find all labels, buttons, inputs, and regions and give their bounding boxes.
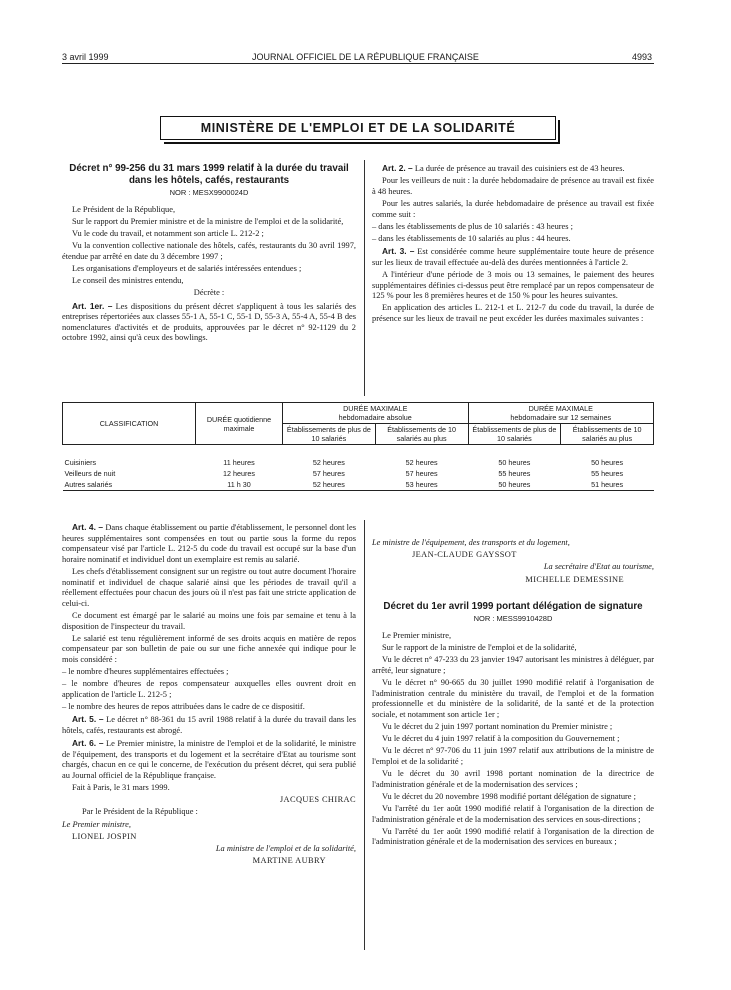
decree-1-art3 — [372, 246, 654, 268]
decree-1-p5: Les organisations d'employeurs et de salariés intéressées entendues ; — [72, 263, 302, 273]
row-12-1: 55 heures — [498, 469, 531, 478]
th-sub-3: Établissements de plus de 10 salariés — [468, 424, 561, 445]
decree-1-p1: Le Président de la République, — [72, 204, 176, 214]
decree-2-p8: Vu le décret du 30 avril 1998 portant nomination de la directrice de l'administration générale et de la modernisation des services ; — [372, 769, 654, 789]
min-emploi-name: MARTINE AUBRY — [252, 856, 326, 866]
row-duree: 11 heures — [223, 458, 255, 467]
decree-2-p6: Vu le décret du 4 juin 1997 relatif à la composition du Gouvernement ; — [382, 734, 620, 744]
row-duree: 11 h 30 — [227, 480, 251, 489]
column-divider-top — [364, 160, 365, 396]
row-abs-2: 52 heures — [405, 458, 438, 467]
th-sub-2: Établissements de 10 salariés au plus — [375, 424, 468, 445]
decree-1-art2-bullet-1: – dans les établissements de plus de 10 salariés : 43 heures ; — [372, 221, 573, 231]
decree-1-decrete: Décrète : — [193, 288, 225, 298]
th-max-12 — [468, 403, 654, 424]
row-12-2: 51 heures — [591, 480, 624, 489]
th-sub-1: Établissements de plus de 10 salariés — [283, 424, 376, 445]
art2-label: Art. 2. – — [382, 163, 413, 173]
header-date: 3 avril 1999 — [62, 52, 109, 62]
decree-1-art2-p3: Pour les autres salariés, la durée hebdomadaire de présence au travail est fixée comme suit : — [372, 198, 654, 219]
row-label: Veilleurs de nuit — [64, 469, 116, 478]
decree-1-art4-p3: Ce document est émargé par le salarié au moins une fois par semaine et tenu à la disposition de l'inspecteur du travail. — [62, 610, 356, 631]
decree-1-art4-bullet-2: – le nombre d'heures de repos compensateur auxquelles elles ouvrent droit en application de l'article L. 212-5 ; — [62, 679, 356, 699]
header-journal: JOURNAL OFFICIEL DE LA RÉPUBLIQUE FRANÇAISE — [252, 52, 479, 62]
decree-1-nor: NOR : MESX9900024D — [169, 188, 249, 197]
column-divider-bottom — [364, 520, 365, 950]
min-equip-name: JEAN-CLAUDE GAYSSOT — [412, 550, 517, 560]
row-12-2: 50 heures — [591, 458, 624, 467]
art3-label: Art. 3. – — [382, 246, 415, 257]
row-abs-1: 52 heures — [312, 458, 345, 467]
min-emploi-title: La ministre de l'emploi et de la solidarité, — [215, 843, 356, 853]
decree-2-p11: Vu l'arrêté du 1er août 1990 modifié relatif à l'organisation de la direction de l'administration générale et de la modernisation des services en bureaux ; — [372, 826, 654, 847]
row-abs-2: 57 heures — [405, 469, 438, 478]
pm-name: LIONEL JOSPIN — [72, 831, 137, 841]
decree-2-p10: Vu l'arrêté du 1er août 1990 modifié relatif à l'organisation de la direction de l'administration générale et de la modernisation des services en sous-directions ; — [372, 804, 654, 824]
decree-1-p6: Le conseil des ministres entendu, — [72, 276, 184, 286]
row-12-1: 50 heures — [498, 480, 531, 489]
decree-1-left-bottom — [62, 522, 356, 868]
header-rule — [62, 63, 654, 64]
decree-1-done: Fait à Paris, le 31 mars 1999. — [72, 783, 170, 792]
decree-2-p9: Vu le décret du 20 novembre 1998 modifié portant délégation de signature ; — [382, 791, 636, 801]
decree-1-art6 — [62, 738, 356, 781]
decree-1-p2: Sur le rapport du Premier ministre et de la ministre de l'emploi et de la solidarité, — [72, 216, 344, 226]
art5-label: Art. 5. – — [72, 714, 104, 725]
decree-1-art3-p2: A l'intérieur d'une période de 3 mois ou 13 semaines, le paiement des heures supplémentaires définies ci-dessus peut être remplacé par un repos compensateur de 125 % pour les 8 premières heures et de 150 % pour les heures suivantes. — [372, 269, 654, 301]
art4-label: Art. 4. – — [72, 522, 104, 532]
th-sub-4: Établissements de 10 salariés au plus — [561, 424, 654, 445]
decree-1-art3-p3: En application des articles L. 212-1 et L. 212-7 du code du travail, la durée de présence sur les lieux de travail ne peut excéder les durées maximales suivantes : — [372, 303, 654, 323]
decree-1-art4 — [62, 522, 356, 565]
decree-2-p1: Le Premier ministre, — [382, 630, 452, 640]
decree-2-p2: Sur le rapport de la ministre de l'emploi et de la solidarité, — [382, 643, 577, 653]
decree-1-left-top — [62, 163, 356, 345]
art6-text: Le Premier ministre, la ministre de l'emploi et de la solidarité, le ministre de l'équipement, des transports et du logement et la secrétaire d'Etat au tourisme sont chargés, chacun en ce qui le concerne, de l'exécution du présent décret, qui sera publié au Journal officiel de la République française. — [62, 739, 356, 780]
art2-text: La durée de présence au travail des cuisiniers est de 43 heures. — [412, 164, 625, 173]
th-max-12-sub: hebdomadaire sur 12 semaines — [510, 413, 612, 422]
signature-president: JACQUES CHIRAC — [279, 795, 356, 805]
decree-1-art4-bullet-3: – le nombre des heures de repos attribuées dans le cadre de ce dispositif. — [62, 702, 305, 712]
art1-text: Les dispositions du présent décret s'appliquent à tous les salariés des entreprises répertoriées aux classes 55-1 A, 55-1 C, 55-1 D, 55-3 A, 55-4 A, 55-4 B des nomenclatures d'activités et de produits, approuvées par le décret n° 92-1129 du 2 octobre 1992, ainsi qu'à ceux des bowlings. — [62, 301, 356, 343]
table-row — [63, 479, 654, 491]
row-label: Autres salariés — [64, 480, 113, 489]
th-classification: CLASSIFICATION — [63, 403, 196, 445]
row-abs-1: 57 heures — [312, 469, 345, 478]
table-row — [63, 457, 654, 468]
decree-1-title: Décret n° 99-256 du 31 mars 1999 relatif à la durée du travail dans les hôtels, cafés, restaurants — [69, 163, 349, 186]
row-abs-2: 53 heures — [405, 480, 438, 489]
th-max-12-title: DURÉE MAXIMALE — [528, 404, 593, 413]
pm-title: Le Premier ministre, — [62, 819, 131, 829]
th-max-absolue — [283, 403, 469, 424]
decree-2-right-bottom — [372, 538, 654, 850]
decree-1-p4: Vu la convention collective nationale des hôtels, cafés, restaurants du 30 avril 1997, étendue par arrêté en date du 3 décembre 1997 ; — [62, 241, 356, 261]
table-row — [63, 468, 654, 479]
row-label: Cuisiniers — [64, 458, 97, 467]
decree-2-nor: NOR : MESS9910428D — [473, 614, 553, 624]
art4-text: Dans chaque établissement ou partie d'établissement, le personnel dont les heures supplémentaires sont compensées en tout ou partie sous la forme du repos compensateur visé par l'article L. 212-5 du code du travail est occupé sur la base d'un horaire nominatif et individuel dont un exemplaire est remis au salarié. — [62, 523, 356, 564]
sec-tourisme-title: La secrétaire d'Etat au tourisme, — [543, 562, 654, 572]
decree-1-art4-p4: Le salarié est tenu régulièrement informé de ses droits acquis en matière de repos compensateur par son bulletin de paie ou sur une fiche annexée qui indique pour le mois considéré : — [62, 633, 356, 664]
decree-1-art4-bullet-1: – le nombre d'heures supplémentaires effectuées ; — [62, 667, 229, 677]
ministry-banner: MINISTÈRE DE L'EMPLOI ET DE LA SOLIDARITÉ — [160, 116, 556, 140]
decree-1-art5 — [62, 714, 356, 736]
decree-1-right-top — [372, 163, 654, 326]
art5-text: Le décret n° 88-361 du 15 avril 1988 relatif à la durée du travail dans les hôtels, cafés, restaurants est abrogé. — [62, 715, 356, 735]
art1-label: Art. 1er. – — [72, 300, 113, 311]
decree-1-art2-bullet-2: – dans les établissements de 10 salariés au plus : 44 heures. — [372, 233, 571, 243]
row-duree: 12 heures — [223, 469, 255, 478]
sec-tourisme-name: MICHELLE DEMESSINE — [525, 574, 624, 584]
decree-1-p3: Vu le code du travail, et notamment son article L. 212-2 ; — [72, 228, 264, 238]
decree-2-p7: Vu le décret n° 97-706 du 11 juin 1997 relatif aux attributions de la ministre de l'emploi et de la solidarité ; — [372, 746, 654, 766]
row-12-1: 50 heures — [498, 458, 531, 467]
decree-2-p4: Vu le décret n° 90-665 du 30 juillet 1990 modifié relatif à l'organisation de l'administration centrale du ministère du travail, de l'emploi et de la formation professionnelle et du ministère de la solidarité, de la santé et de la protection sociale, et notamment son article 1er ; — [372, 678, 654, 719]
decree-2-title: Décret du 1er avril 1999 portant délégation de signature — [383, 600, 643, 612]
par-le-president: Par le Président de la République : — [82, 807, 198, 817]
row-12-2: 55 heures — [591, 469, 624, 478]
th-max-absolue-sub: hebdomadaire absolue — [338, 413, 412, 422]
art3-text: Est considérée comme heure supplémentaire toute heure de présence sur les lieux de travail effectuée au-delà des durées mentionnées à l'article 2. — [372, 247, 654, 267]
th-duree-quotidienne: DURÉE quotidienne maximale — [196, 403, 283, 445]
decree-1-art4-p2: Les chefs d'établissement consignent sur un registre ou tout autre document l'horaire nominatif et individuel de chaque salarié ainsi que les périodes de travail qu'il a réellement effectuées pour chacun des jours où il n'est pas fait une stricte application de celui-ci. — [62, 566, 356, 608]
header-page-number: 4993 — [631, 52, 652, 62]
th-max-absolue-title: DURÉE MAXIMALE — [343, 404, 408, 413]
decree-2-p3: Vu le décret n° 47-233 du 23 janvier 1947 autorisant les ministres à déléguer, par arrêté, leur signature ; — [372, 655, 654, 675]
decree-1-art1 — [62, 301, 356, 344]
art6-label: Art. 6. – — [72, 738, 104, 749]
row-abs-1: 52 heures — [312, 480, 345, 489]
duration-table — [62, 402, 654, 491]
min-equip-title: Le ministre de l'équipement, des transports et du logement, — [372, 538, 570, 547]
decree-2-p5: Vu le décret du 2 juin 1997 portant nomination du Premier ministre ; — [382, 721, 613, 731]
decree-1-art2 — [372, 163, 654, 175]
decree-1-art2-p2: Pour les veilleurs de nuit : la durée hebdomadaire de présence au travail est fixée à 48 heures. — [372, 176, 654, 196]
